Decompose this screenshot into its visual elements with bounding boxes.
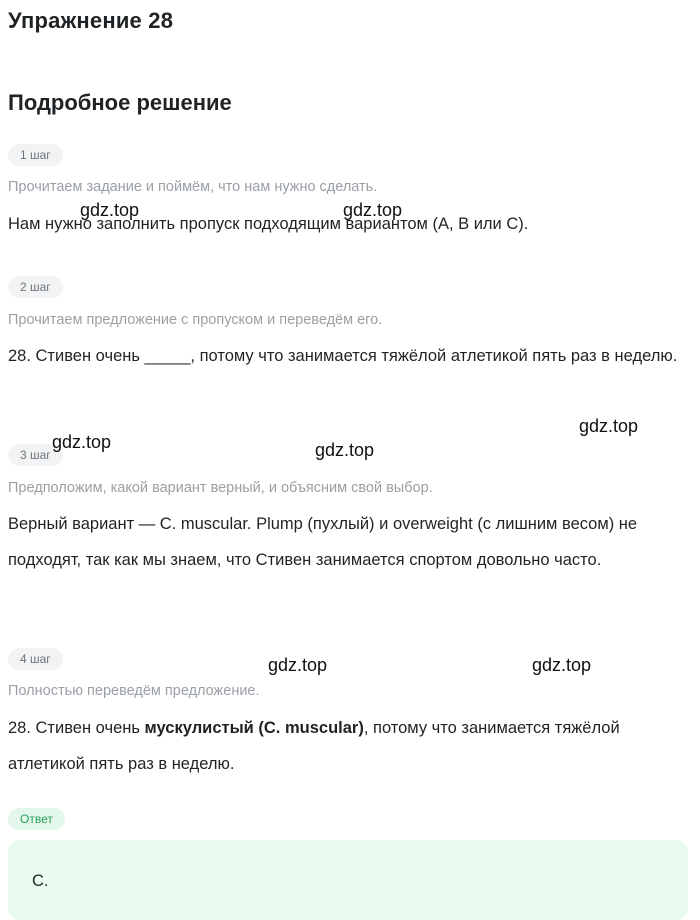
page-title: Упражнение 28: [8, 8, 174, 33]
watermark: gdz.top: [268, 655, 328, 675]
step-text: 28. Стивен очень _____, потому что занимается тяжёлой атлетикой пять раз в неделю.: [8, 347, 678, 365]
step-text-after: , потому что занимается тяжёлой атлетикой пять раз в неделю.: [8, 719, 620, 773]
section-title: Подробное решение: [8, 90, 232, 115]
watermark: gdz.top: [343, 200, 403, 220]
step-text: Нам нужно заполнить пропуск подходящим вариантом (A, B или C).: [8, 215, 529, 233]
watermark: gdz.top: [315, 440, 375, 460]
answer-box: [8, 840, 688, 920]
step-hint: Предположим, какой вариант верный, и объясним свой выбор.: [8, 480, 433, 496]
step-badge: 3 шаг: [8, 444, 63, 466]
watermark: gdz.top: [52, 432, 112, 452]
step-text-before: 28. Стивен очень: [8, 719, 145, 737]
step-badge: 4 шаг: [8, 648, 63, 670]
step-text: [8, 710, 688, 782]
step-badge: 1 шаг: [8, 144, 63, 166]
watermark: gdz.top: [532, 655, 592, 675]
step-text: Верный вариант — C. muscular. Plump (пухлый) и overweight (с лишним весом) не подходят, так как мы знаем, что Стивен занимается спортом довольно часто.: [8, 515, 638, 569]
watermark: gdz.top: [579, 416, 639, 436]
watermark: gdz.top: [80, 200, 140, 220]
step-badge: 2 шаг: [8, 276, 63, 298]
answer-text: C.: [32, 872, 49, 890]
answer-badge: Ответ: [8, 808, 65, 830]
step-hint: Прочитаем задание и поймём, что нам нужно сделать.: [8, 179, 378, 195]
step-text-bold: мускулистый (C. muscular): [144, 719, 364, 737]
step-hint: Прочитаем предложение с пропуском и переведём его.: [8, 312, 383, 328]
step-hint: Полностью переведём предложение.: [8, 683, 260, 699]
